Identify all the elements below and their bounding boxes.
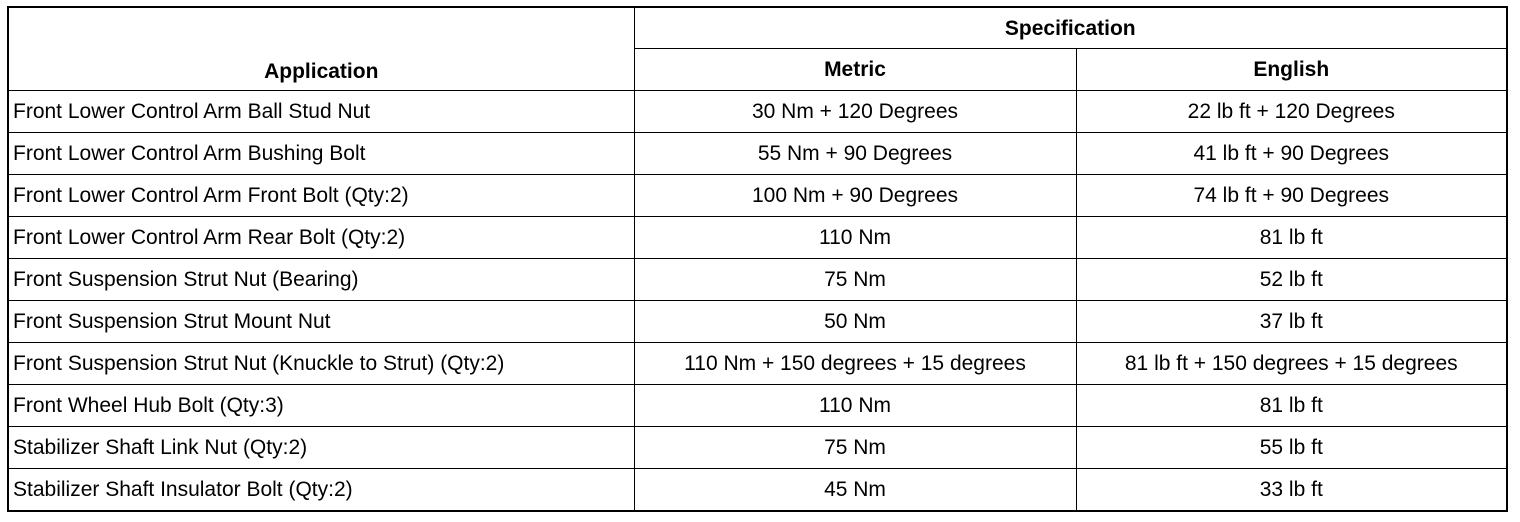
- english-cell: 81 lb ft: [1076, 217, 1507, 259]
- metric-cell: 75 Nm: [634, 427, 1076, 469]
- english-cell: 74 lb ft + 90 Degrees: [1076, 175, 1507, 217]
- table-row: [8, 133, 1507, 175]
- application-cell: Front Suspension Strut Nut (Knuckle to Strut) (Qty:2): [8, 343, 634, 385]
- metric-cell: 100 Nm + 90 Degrees: [634, 175, 1076, 217]
- english-cell: 41 lb ft + 90 Degrees: [1076, 133, 1507, 175]
- english-cell: 81 lb ft: [1076, 385, 1507, 427]
- application-cell: Stabilizer Shaft Link Nut (Qty:2): [8, 427, 634, 469]
- table-row: [8, 343, 1507, 385]
- table-body: [8, 91, 1507, 512]
- specification-group-header: Specification: [634, 7, 1507, 49]
- application-column-header: Application: [8, 7, 634, 91]
- english-cell: 55 lb ft: [1076, 427, 1507, 469]
- metric-cell: 75 Nm: [634, 259, 1076, 301]
- metric-cell: 50 Nm: [634, 301, 1076, 343]
- english-cell: 22 lb ft + 120 Degrees: [1076, 91, 1507, 133]
- table-row: [8, 301, 1507, 343]
- application-cell: Front Wheel Hub Bolt (Qty:3): [8, 385, 634, 427]
- metric-column-header: Metric: [634, 49, 1076, 91]
- torque-specification-table: [7, 6, 1508, 512]
- metric-cell: 30 Nm + 120 Degrees: [634, 91, 1076, 133]
- application-cell: Front Lower Control Arm Bushing Bolt: [8, 133, 634, 175]
- application-cell: Front Lower Control Arm Rear Bolt (Qty:2): [8, 217, 634, 259]
- application-cell: Stabilizer Shaft Insulator Bolt (Qty:2): [8, 469, 634, 512]
- table-row: [8, 259, 1507, 301]
- metric-cell: 110 Nm: [634, 217, 1076, 259]
- metric-cell: 110 Nm: [634, 385, 1076, 427]
- table-row: [8, 427, 1507, 469]
- table-row: [8, 91, 1507, 133]
- english-cell: 33 lb ft: [1076, 469, 1507, 512]
- english-cell: 37 lb ft: [1076, 301, 1507, 343]
- header-row: [8, 7, 1507, 49]
- application-cell: Front Suspension Strut Mount Nut: [8, 301, 634, 343]
- metric-cell: 55 Nm + 90 Degrees: [634, 133, 1076, 175]
- application-cell: Front Lower Control Arm Front Bolt (Qty:2): [8, 175, 634, 217]
- table-row: [8, 385, 1507, 427]
- metric-cell: 45 Nm: [634, 469, 1076, 512]
- table-row: [8, 469, 1507, 512]
- table-row: [8, 217, 1507, 259]
- application-cell: Front Suspension Strut Nut (Bearing): [8, 259, 634, 301]
- application-cell: Front Lower Control Arm Ball Stud Nut: [8, 91, 634, 133]
- english-column-header: English: [1076, 49, 1507, 91]
- table-row: [8, 175, 1507, 217]
- english-cell: 52 lb ft: [1076, 259, 1507, 301]
- english-cell: 81 lb ft + 150 degrees + 15 degrees: [1076, 343, 1507, 385]
- table-header: [8, 7, 1507, 91]
- metric-cell: 110 Nm + 150 degrees + 15 degrees: [634, 343, 1076, 385]
